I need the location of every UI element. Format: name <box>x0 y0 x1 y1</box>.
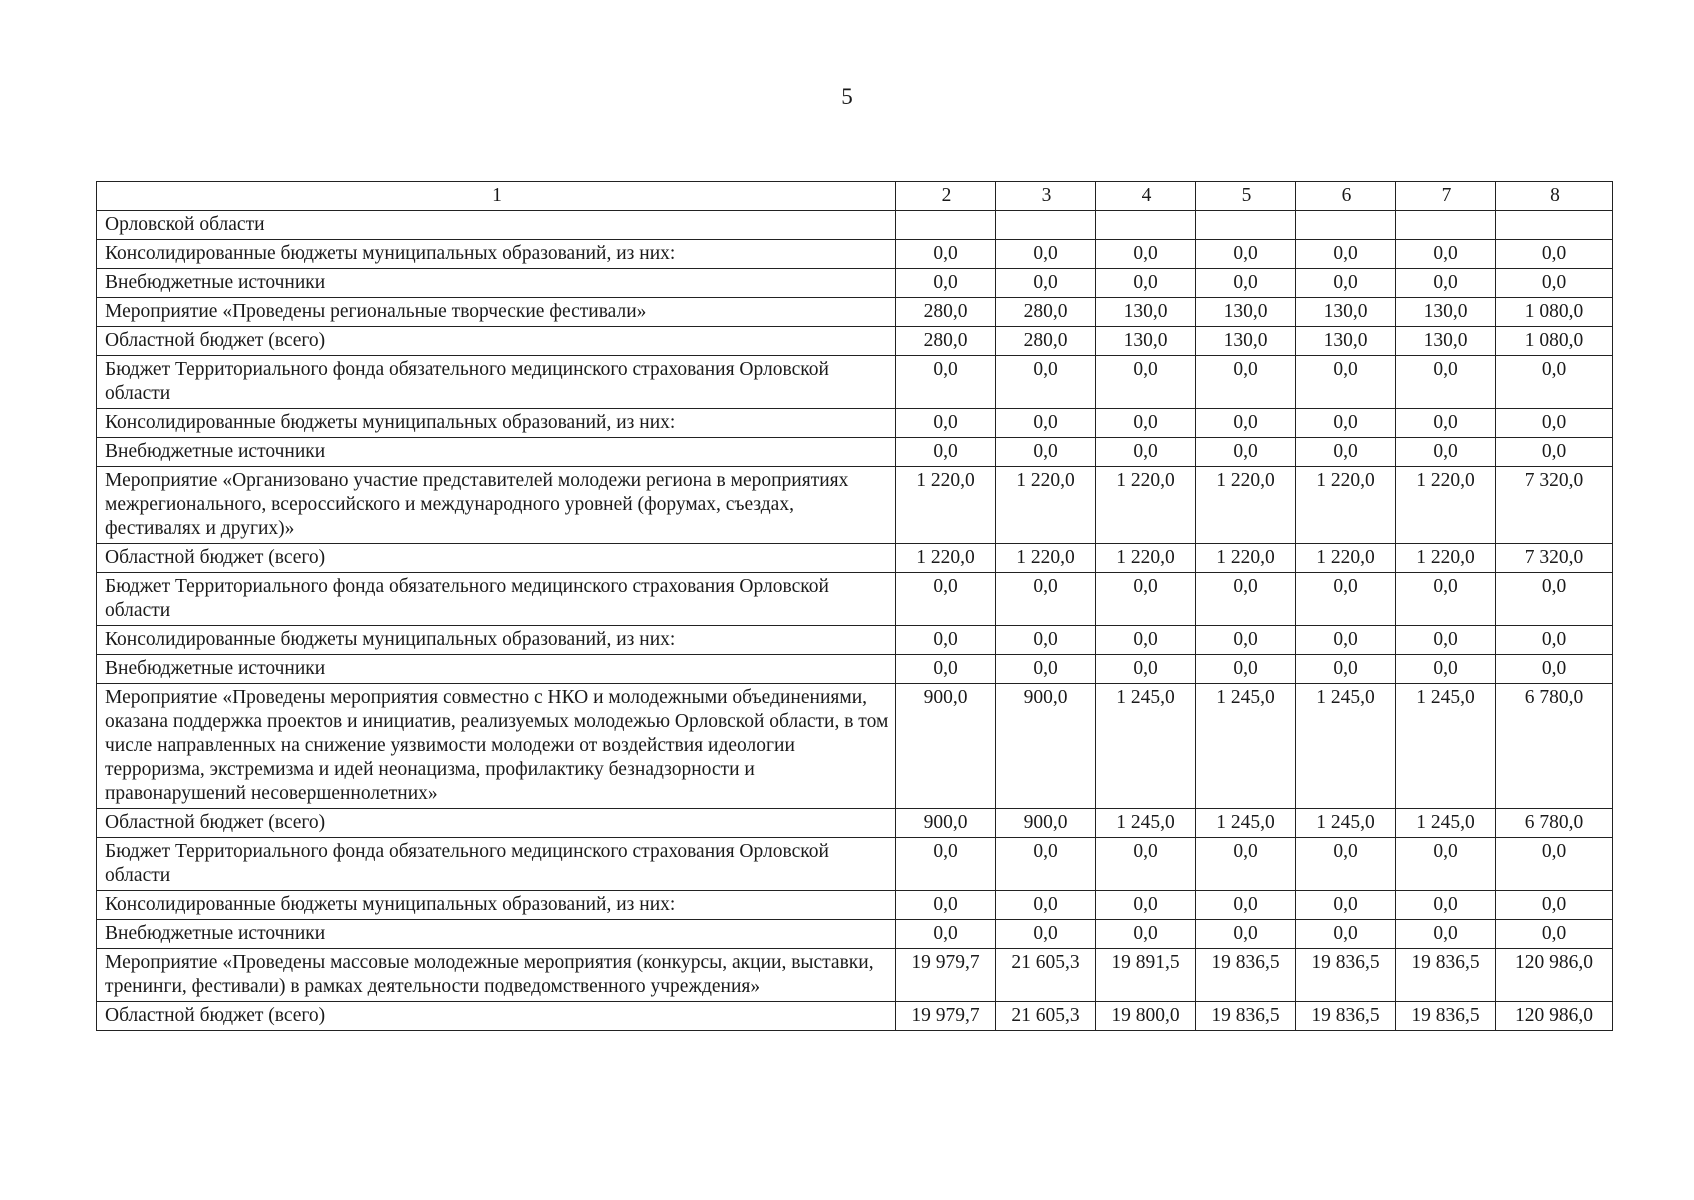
value-cell: 0,0 <box>1296 269 1396 298</box>
row-label: Консолидированные бюджеты муниципальных образований, из них: <box>97 891 896 920</box>
value-cell: 0,0 <box>1296 409 1396 438</box>
value-cell: 19 800,0 <box>1096 1002 1196 1031</box>
row-label: Внебюджетные источники <box>97 920 896 949</box>
value-cell: 19 979,7 <box>896 1002 996 1031</box>
value-cell: 900,0 <box>896 809 996 838</box>
row-label: Мероприятие «Организовано участие представителей молодежи региона в мероприятиях межрегионального, всероссийского и международного уровней (форумах, съездах, фестивалях и других)» <box>97 467 896 544</box>
value-cell: 0,0 <box>1196 240 1296 269</box>
column-header: 3 <box>996 182 1096 211</box>
value-cell: 0,0 <box>996 409 1096 438</box>
value-cell: 0,0 <box>996 356 1096 409</box>
column-header: 6 <box>1296 182 1396 211</box>
table-row <box>97 544 1613 573</box>
value-cell: 0,0 <box>1496 240 1613 269</box>
value-cell: 19 836,5 <box>1296 949 1396 1002</box>
value-cell: 0,0 <box>996 626 1096 655</box>
value-cell: 0,0 <box>996 269 1096 298</box>
value-cell: 0,0 <box>1396 626 1496 655</box>
value-cell: 1 245,0 <box>1296 809 1396 838</box>
value-cell: 0,0 <box>996 573 1096 626</box>
row-label: Бюджет Территориального фонда обязательного медицинского страхования Орловской области <box>97 838 896 891</box>
value-cell: 0,0 <box>896 838 996 891</box>
value-cell: 0,0 <box>1396 655 1496 684</box>
value-cell <box>996 211 1096 240</box>
value-cell: 0,0 <box>1496 838 1613 891</box>
value-cell: 1 080,0 <box>1496 327 1613 356</box>
value-cell: 0,0 <box>896 240 996 269</box>
value-cell: 21 605,3 <box>996 949 1096 1002</box>
value-cell: 0,0 <box>1296 626 1396 655</box>
value-cell: 280,0 <box>996 327 1096 356</box>
table-row <box>97 467 1613 544</box>
row-label: Областной бюджет (всего) <box>97 809 896 838</box>
value-cell: 1 220,0 <box>1296 544 1396 573</box>
value-cell: 1 220,0 <box>996 467 1096 544</box>
value-cell: 0,0 <box>1196 409 1296 438</box>
value-cell: 900,0 <box>996 809 1096 838</box>
header-row <box>97 182 1613 211</box>
table-body <box>97 182 1613 1031</box>
value-cell: 0,0 <box>896 438 996 467</box>
value-cell <box>1196 211 1296 240</box>
value-cell: 0,0 <box>1196 356 1296 409</box>
value-cell: 130,0 <box>1396 298 1496 327</box>
value-cell: 0,0 <box>1096 920 1196 949</box>
value-cell: 0,0 <box>1496 269 1613 298</box>
table-row <box>97 949 1613 1002</box>
value-cell: 19 836,5 <box>1396 949 1496 1002</box>
row-label: Внебюджетные источники <box>97 269 896 298</box>
column-header: 5 <box>1196 182 1296 211</box>
table-row <box>97 891 1613 920</box>
value-cell: 0,0 <box>996 240 1096 269</box>
row-label: Областной бюджет (всего) <box>97 544 896 573</box>
value-cell: 0,0 <box>1196 838 1296 891</box>
value-cell: 120 986,0 <box>1496 1002 1613 1031</box>
value-cell: 0,0 <box>1396 838 1496 891</box>
table-row <box>97 920 1613 949</box>
value-cell: 1 220,0 <box>1296 467 1396 544</box>
column-header: 7 <box>1396 182 1496 211</box>
row-label: Мероприятие «Проведены региональные творческие фестивали» <box>97 298 896 327</box>
value-cell: 0,0 <box>1296 838 1396 891</box>
row-label: Бюджет Территориального фонда обязательного медицинского страхования Орловской области <box>97 573 896 626</box>
value-cell: 130,0 <box>1296 327 1396 356</box>
value-cell: 0,0 <box>1296 655 1396 684</box>
value-cell: 0,0 <box>1496 920 1613 949</box>
table-row <box>97 438 1613 467</box>
table-row <box>97 655 1613 684</box>
value-cell <box>1396 211 1496 240</box>
value-cell: 0,0 <box>1496 356 1613 409</box>
value-cell: 1 220,0 <box>1096 544 1196 573</box>
value-cell: 0,0 <box>1096 438 1196 467</box>
row-label: Внебюджетные источники <box>97 438 896 467</box>
value-cell: 0,0 <box>1496 409 1613 438</box>
value-cell: 0,0 <box>1096 356 1196 409</box>
value-cell: 0,0 <box>1296 356 1396 409</box>
table-row <box>97 211 1613 240</box>
row-label: Бюджет Территориального фонда обязательного медицинского страхования Орловской области <box>97 356 896 409</box>
value-cell <box>1296 211 1396 240</box>
value-cell: 0,0 <box>996 920 1096 949</box>
row-label: Внебюджетные источники <box>97 655 896 684</box>
table-row <box>97 409 1613 438</box>
table-row <box>97 626 1613 655</box>
value-cell: 1 245,0 <box>1396 684 1496 809</box>
value-cell: 1 245,0 <box>1196 809 1296 838</box>
value-cell: 280,0 <box>896 327 996 356</box>
row-label: Областной бюджет (всего) <box>97 1002 896 1031</box>
value-cell: 0,0 <box>1196 891 1296 920</box>
value-cell: 1 080,0 <box>1496 298 1613 327</box>
value-cell: 0,0 <box>1496 626 1613 655</box>
value-cell: 0,0 <box>1096 838 1196 891</box>
value-cell: 0,0 <box>1096 240 1196 269</box>
value-cell: 0,0 <box>1296 920 1396 949</box>
value-cell: 19 836,5 <box>1196 1002 1296 1031</box>
value-cell: 1 245,0 <box>1296 684 1396 809</box>
value-cell: 0,0 <box>896 891 996 920</box>
value-cell: 130,0 <box>1196 298 1296 327</box>
value-cell: 0,0 <box>1396 240 1496 269</box>
value-cell: 120 986,0 <box>1496 949 1613 1002</box>
value-cell: 0,0 <box>1196 920 1296 949</box>
row-label: Областной бюджет (всего) <box>97 327 896 356</box>
value-cell: 1 220,0 <box>996 544 1096 573</box>
value-cell: 130,0 <box>1096 327 1196 356</box>
value-cell: 130,0 <box>1196 327 1296 356</box>
value-cell: 0,0 <box>1096 655 1196 684</box>
value-cell: 0,0 <box>1196 626 1296 655</box>
value-cell: 1 220,0 <box>1396 544 1496 573</box>
budget-table <box>96 181 1613 1031</box>
value-cell: 21 605,3 <box>996 1002 1096 1031</box>
value-cell: 19 979,7 <box>896 949 996 1002</box>
value-cell <box>896 211 996 240</box>
value-cell: 0,0 <box>1096 409 1196 438</box>
value-cell: 900,0 <box>896 684 996 809</box>
value-cell: 0,0 <box>1196 573 1296 626</box>
value-cell: 19 836,5 <box>1196 949 1296 1002</box>
value-cell: 6 780,0 <box>1496 809 1613 838</box>
value-cell: 0,0 <box>1396 269 1496 298</box>
value-cell: 0,0 <box>896 655 996 684</box>
value-cell: 0,0 <box>996 838 1096 891</box>
value-cell: 1 245,0 <box>1196 684 1296 809</box>
value-cell: 280,0 <box>896 298 996 327</box>
table-row <box>97 327 1613 356</box>
value-cell: 0,0 <box>1296 573 1396 626</box>
column-header: 4 <box>1096 182 1196 211</box>
table-row <box>97 356 1613 409</box>
value-cell: 19 836,5 <box>1396 1002 1496 1031</box>
value-cell: 0,0 <box>896 920 996 949</box>
table-row <box>97 1002 1613 1031</box>
value-cell: 0,0 <box>1296 891 1396 920</box>
value-cell: 0,0 <box>1396 438 1496 467</box>
column-header: 8 <box>1496 182 1613 211</box>
value-cell: 1 220,0 <box>1096 467 1196 544</box>
row-label: Консолидированные бюджеты муниципальных образований, из них: <box>97 240 896 269</box>
value-cell: 1 220,0 <box>896 544 996 573</box>
value-cell: 0,0 <box>1296 240 1396 269</box>
value-cell: 0,0 <box>1496 891 1613 920</box>
value-cell: 1 220,0 <box>896 467 996 544</box>
column-header: 2 <box>896 182 996 211</box>
value-cell <box>1496 211 1613 240</box>
value-cell: 19 836,5 <box>1296 1002 1396 1031</box>
value-cell: 0,0 <box>1396 409 1496 438</box>
value-cell: 0,0 <box>896 269 996 298</box>
value-cell: 0,0 <box>1096 891 1196 920</box>
value-cell <box>1096 211 1196 240</box>
value-cell: 0,0 <box>1196 655 1296 684</box>
value-cell: 7 320,0 <box>1496 467 1613 544</box>
table-row <box>97 269 1613 298</box>
table-row <box>97 684 1613 809</box>
value-cell: 0,0 <box>896 409 996 438</box>
value-cell: 0,0 <box>1196 438 1296 467</box>
row-label: Мероприятие «Проведены мероприятия совместно с НКО и молодежными объединениями, оказана поддержка проектов и инициатив, реализуемых молодежью Орловской области, в том числе направленных на снижение уязвимости молодежи от воздействия идеологии терроризма, экстремизма и идей неонацизма, профилактику безнадзорности и правонарушений несовершеннолетних» <box>97 684 896 809</box>
value-cell: 7 320,0 <box>1496 544 1613 573</box>
value-cell: 0,0 <box>1496 438 1613 467</box>
value-cell: 130,0 <box>1296 298 1396 327</box>
page-number: 5 <box>841 84 853 109</box>
column-header: 1 <box>97 182 896 211</box>
value-cell: 19 891,5 <box>1096 949 1196 1002</box>
value-cell: 0,0 <box>1096 269 1196 298</box>
value-cell: 130,0 <box>1096 298 1196 327</box>
value-cell: 0,0 <box>1396 920 1496 949</box>
value-cell: 0,0 <box>1096 626 1196 655</box>
value-cell: 6 780,0 <box>1496 684 1613 809</box>
value-cell: 0,0 <box>1496 655 1613 684</box>
value-cell: 0,0 <box>996 438 1096 467</box>
value-cell: 130,0 <box>1396 327 1496 356</box>
value-cell: 0,0 <box>896 573 996 626</box>
row-label: Консолидированные бюджеты муниципальных образований, из них: <box>97 626 896 655</box>
value-cell: 280,0 <box>996 298 1096 327</box>
value-cell: 1 245,0 <box>1396 809 1496 838</box>
value-cell: 0,0 <box>896 356 996 409</box>
value-cell: 0,0 <box>1096 573 1196 626</box>
table-row <box>97 838 1613 891</box>
value-cell: 1 220,0 <box>1396 467 1496 544</box>
value-cell: 0,0 <box>1396 573 1496 626</box>
table-row <box>97 573 1613 626</box>
value-cell: 1 245,0 <box>1096 684 1196 809</box>
value-cell: 0,0 <box>1296 438 1396 467</box>
value-cell: 1 220,0 <box>1196 467 1296 544</box>
value-cell: 0,0 <box>1196 269 1296 298</box>
value-cell: 0,0 <box>1496 573 1613 626</box>
value-cell: 0,0 <box>896 626 996 655</box>
value-cell: 1 220,0 <box>1196 544 1296 573</box>
value-cell: 900,0 <box>996 684 1096 809</box>
value-cell: 0,0 <box>1396 891 1496 920</box>
value-cell: 0,0 <box>996 655 1096 684</box>
value-cell: 0,0 <box>996 891 1096 920</box>
value-cell: 1 245,0 <box>1096 809 1196 838</box>
table-row <box>97 809 1613 838</box>
table-row <box>97 240 1613 269</box>
table-row <box>97 298 1613 327</box>
row-label: Консолидированные бюджеты муниципальных образований, из них: <box>97 409 896 438</box>
row-label: Орловской области <box>97 211 896 240</box>
value-cell: 0,0 <box>1396 356 1496 409</box>
row-label: Мероприятие «Проведены массовые молодежные мероприятия (конкурсы, акции, выставки, тренинги, фестивали) в рамках деятельности подведомственного учреждения» <box>97 949 896 1002</box>
